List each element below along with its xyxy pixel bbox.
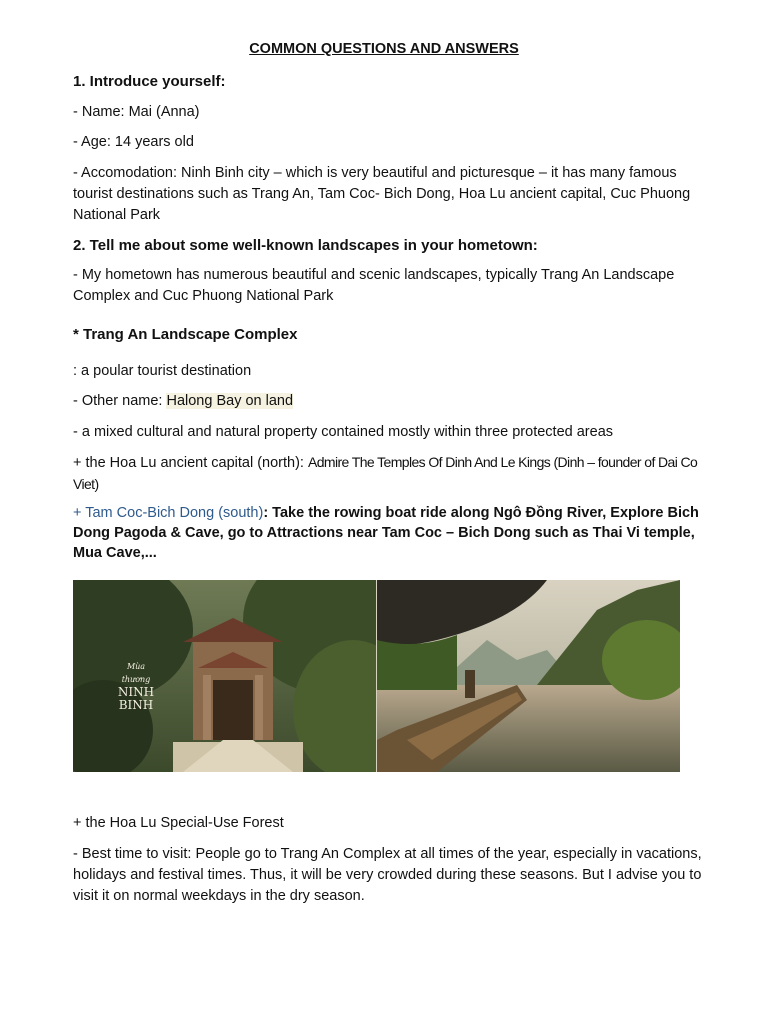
name-line: - Name: Mai (Anna)	[73, 104, 200, 120]
trang-an-heading: * Trang An Landscape Complex	[73, 326, 298, 343]
ninh-binh-watermark: Mùa thương NINH BINH	[117, 662, 155, 712]
best-time-paragraph: - Best time to visit: People go to Trang An Complex at all times of the year, especially in vacations, holidays and festival times. Thus, it will be very crowded during these seasons. But I advise you to visit it on normal weekdays in the dry season.	[73, 846, 702, 904]
accommodation-paragraph: - Accomodation: Ninh Binh city – which is very beautiful and picturesque – it has many famous tourist destinations such as Trang An, Tam Coc- Bich Dong, Hoa Lu ancient capital, Cuc Phuong National Park	[73, 165, 691, 223]
tam-coc-detail: : Take the rowing boat ride along Ngô Đồng River, Explore Bich Dong Pagoda & Cave, go to Attractions near Tam Coc – Bich Dong such as Thai Vi temple, Mua Cave,...	[73, 505, 699, 561]
landscape-photo-collage	[73, 580, 680, 772]
river-boat-illustration	[377, 580, 680, 772]
hoa-lu-detail: Admire The Temples Of Dinh And Le Kings (Dinh – founder of Dai Co Viet)	[73, 454, 698, 492]
question-2-heading: 2. Tell me about some well-known landscapes in your hometown:	[73, 237, 538, 254]
age-line: - Age: 14 years old	[73, 134, 194, 150]
mixed-property-line: - a mixed cultural and natural property contained mostly within three protected areas	[73, 424, 614, 440]
temple-gate-photo	[73, 580, 376, 772]
river-boat-photo	[376, 580, 680, 772]
other-name-highlight: Halong Bay on land	[166, 393, 294, 409]
special-use-forest-line: + the Hoa Lu Special-Use Forest	[73, 815, 284, 831]
other-name-label: - Other name:	[73, 393, 167, 409]
hoa-lu-label: + the Hoa Lu ancient capital (north):	[73, 455, 308, 471]
other-name-line	[73, 391, 718, 412]
tam-coc-label: + Tam Coc-Bich Dong (south)	[73, 505, 264, 521]
hoa-lu-line	[73, 452, 718, 496]
document-title: COMMON QUESTIONS AND ANSWERS	[249, 41, 519, 57]
question-1-heading: 1. Introduce yourself:	[73, 73, 226, 90]
tam-coc-line	[73, 503, 718, 563]
hometown-paragraph: - My hometown has numerous beautiful and scenic landscapes, typically Trang An Landscape Complex and Cuc Phuong National Park	[73, 267, 675, 304]
trang-an-description: : a poular tourist destination	[73, 363, 252, 379]
